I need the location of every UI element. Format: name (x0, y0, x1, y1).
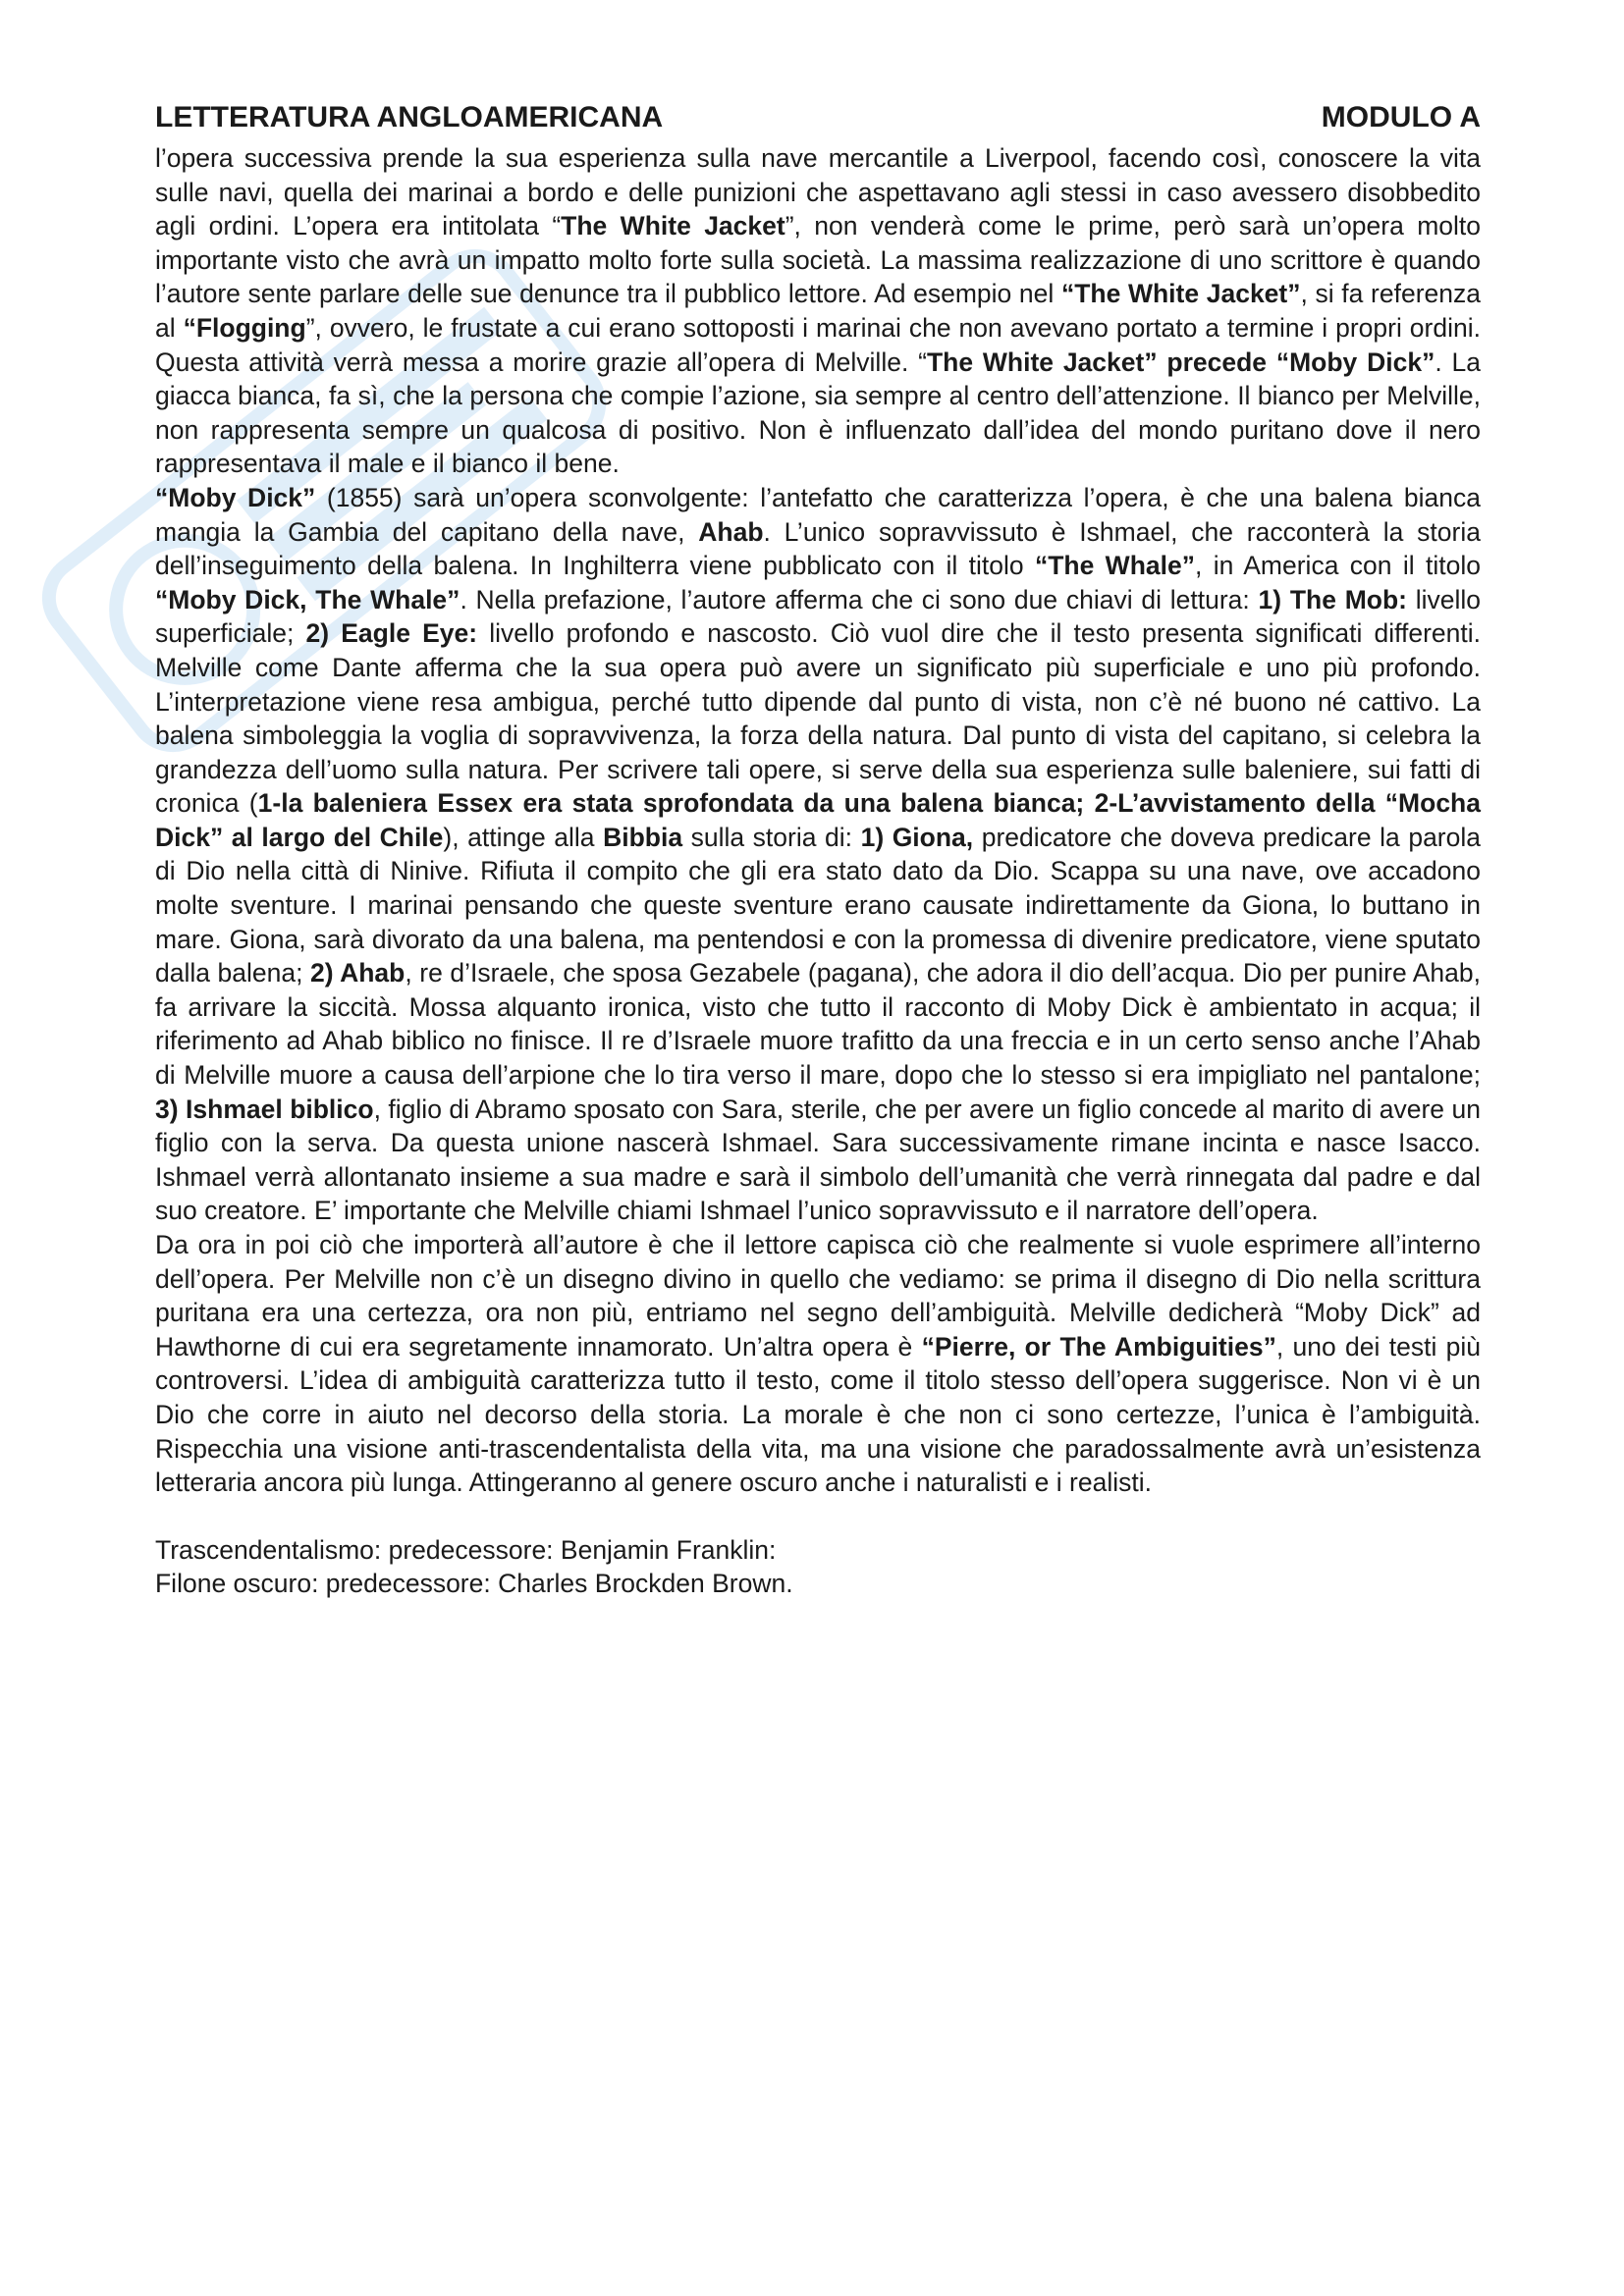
paragraph (155, 481, 1481, 1228)
text-run: . L’unico sopravvissuto è Ishmael, che racconterà la storia dell’inseguimento della balena. In Inghilterra viene pubblicato con il titolo (155, 516, 1481, 581)
note-line: Filone oscuro: predecessore: Charles Brockden Brown. (155, 1569, 793, 1599)
bold-text-run: “Pierre, or The Ambiguities” (921, 1331, 1276, 1362)
bold-text-run: Ahab (698, 516, 764, 547)
footer-notes (155, 1533, 1481, 1601)
text-run: ”, non venderà come le prime, però sarà un’opera molto importante visto che avrà un impatto molto forte sulla società. La massima realizzazione di uno scrittore è quando l’autore sente parlare delle sue denunce tra il pubblico lettore. Ad esempio nel (155, 211, 1482, 309)
body-text (155, 141, 1481, 1500)
paragraph (155, 1228, 1481, 1500)
bold-text-run: Bibbia (603, 822, 683, 852)
bold-text-run: “The Whale” (1034, 551, 1195, 581)
text-run: , uno dei testi più controversi. L’idea di ambiguità caratterizza tutto il testo, come il titolo stesso dell’opera suggerisce. Non vi è un Dio che corre in aiuto nel decorso della storia. La morale è che non ci sono certezze, l’unica è l’ambiguità. Rispecchia una visione anti-trascendentalista della vita, ma una visione che paradossalmente avrà un’esistenza letteraria ancora più lunga. Attingeranno al genere oscuro anche i naturalisti e i realisti. (155, 1331, 1482, 1498)
text-run: l’opera successiva prende la sua esperienza sulla nave mercantile a Liverpool, facendo così, conoscere la vita sulle navi, quella dei marinai a bordo e delle punizioni che aspettavano agli stessi in caso avessero disobbedito agli ordini. L’opera era intitolata “ (155, 143, 1481, 241)
bold-text-run: 2) Eagle Eye: (305, 618, 478, 649)
text-run: Da ora in poi ciò che importerà all’autore è che il lettore capisca ciò che realmente si vuole esprimere all’interno dell’opera. Per Melville non c’è un disegno divino in quello che vediamo: se prima il disegno di Dio nella scrittura puritana era una certezza, ora non più, entriamo nel segno dell’ambiguità. Melville dedicherà “Moby Dick” ad Hawthorne di cui era segretamente innamorato. Un’altra opera è (155, 1230, 1481, 1362)
text-run: livello superficiale; (155, 584, 1481, 649)
note-line: Trascendentalismo: predecessore: Benjamin Franklin: (155, 1534, 777, 1565)
document-page (155, 98, 1481, 1601)
text-run: sulla storia di: (682, 822, 861, 852)
bold-text-run: The White Jacket (561, 211, 785, 241)
text-run: . Nella prefazione, l’autore afferma che ci sono due chiavi di lettura: (460, 584, 1259, 614)
bold-text-run: “Moby Dick, The Whale” (155, 584, 460, 614)
text-run: , in America con il titolo (1194, 551, 1482, 581)
text-run: (1855) sarà un’opera sconvolgente: l’antefatto che caratterizza l’opera, è che una balena bianca mangia la Gambia del capitano della nave, (155, 482, 1481, 547)
bold-text-run: “Moby Dick” (155, 482, 316, 512)
bold-text-run: 1-la baleniera Essex era stata sprofondata da una balena bianca; 2-L’avvistamento della “Mocha Dick” al largo del Chile (155, 788, 1481, 852)
text-run: , re d’Israele, che sposa Gezabele (pagana), che adora il dio dell’acqua. Dio per punire Ahab, fa arrivare la siccità. Mossa alquanto ironica, visto che tutto il racconto di Moby Dick è ambientato in acqua; il riferimento ad Ahab biblico no finisce. Il re d’Israele muore trafitto da una freccia e in un certo senso anche l’Ahab di Melville muore a causa dell’arpione che lo tira verso il mare, dopo che lo stesso si era impigliato nel pantalone; (155, 958, 1482, 1091)
text-run: livello profondo e nascosto. Ciò vuol dire che il testo presenta significati differenti. Melville come Dante afferma che la sua opera può avere un significato più superficiale e uno più profondo. L’interpretazione viene resa ambigua, perché tutto dipende dal punto di vista, non c’è né buono né cattivo. La balena simboleggia la voglia di sopravvivenza, la forza della natura. Dal punto di vista del capitano, si celebra la grandezza dell’uomo sulla natura. Per scrivere tali opere, si serve della sua esperienza sulle baleniere, sui fatti di cronica ( (155, 618, 1482, 819)
bold-text-run: “Flogging (183, 312, 306, 343)
text-run: . La giacca bianca, fa sì, che la persona che compie l’azione, sia sempre al centro dell’attenzione. Il bianco per Melville, non rappresenta sempre un qualcosa di positivo. Non è influenzato dall’idea del mondo puritano dove il nero rappresentava il male e il bianco il bene. (155, 347, 1481, 479)
page-header (155, 98, 1481, 137)
course-title: LETTERATURA ANGLOAMERICANA (155, 101, 664, 133)
module-label: MODULO A (1321, 101, 1481, 133)
text-run: , si fa referenza al (155, 279, 1481, 343)
bold-text-run: “The White Jacket” (1060, 279, 1301, 309)
text-run: ), attinge alla (443, 822, 604, 852)
bold-text-run: 1) Giona, (860, 822, 974, 852)
bold-text-run: 1) The Mob: (1258, 584, 1407, 614)
paragraph (155, 141, 1481, 481)
bold-text-run: 2) Ahab (310, 958, 406, 988)
bold-text-run: 3) Ishmael biblico (155, 1094, 374, 1124)
text-run: , figlio di Abramo sposato con Sara, sterile, che per avere un figlio concede al marito di avere un figlio con la serva. Da questa unione nascerà Ishmael. Sara successivamente rimane incinta e nasce Isacco. Ishmael verrà allontanato insieme a sua madre e sarà il simbolo dell’umanità che verrà rinnegata dal padre e dal suo creatore. E’ importante che Melville chiami Ishmael l’unico sopravvissuto e il narratore dell’opera. (155, 1094, 1481, 1226)
text-run: ”, ovvero, le frustate a cui erano sottoposti i marinai che non avevano portato a termine i propri ordini. Questa attività verrà messa a morire grazie all’opera di Melville. “ (155, 312, 1481, 377)
bold-text-run: The White Jacket” precede “Moby Dick” (926, 347, 1435, 377)
text-run: predicatore che doveva predicare la parola di Dio nella città di Ninive. Rifiuta il compito che gli era stato dato da Dio. Scappa su una nave, ove accadono molte sventure. I marinai pensando che queste sventure erano causate indirettamente da Giona, lo buttano in mare. Giona, sarà divorato da una balena, ma pentendosi e con la promessa di divenire predicatore, viene sputato dalla balena; (155, 822, 1482, 988)
